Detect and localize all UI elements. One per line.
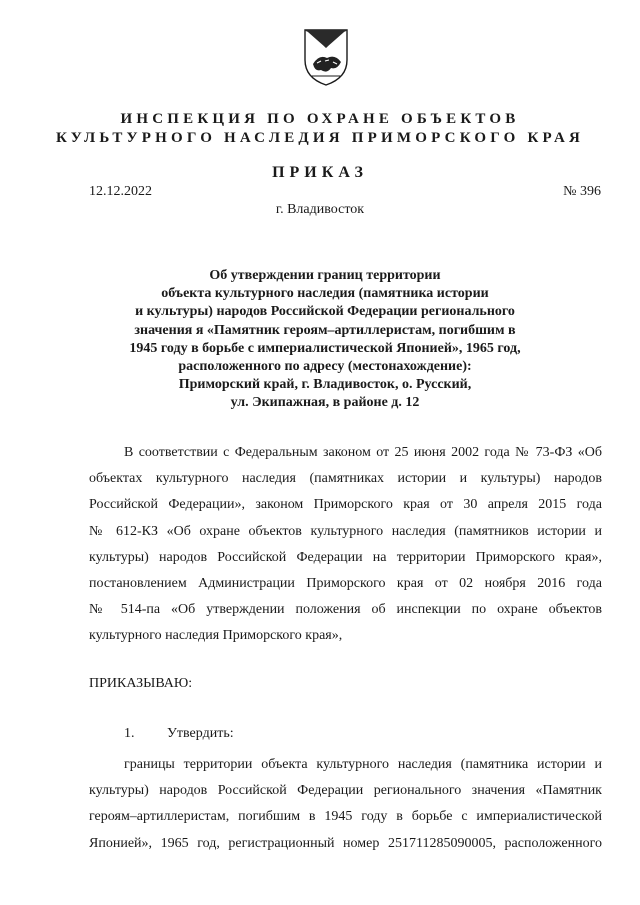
order-date: 12.12.2022 (89, 184, 152, 199)
item-label: Утвердить: (167, 726, 234, 741)
subject-line: и культуры) народов Российской Федерации регионального (135, 304, 515, 320)
paragraph-line: культуры) народов Российской Федерации на территории Приморского края», (89, 549, 602, 565)
subject-line: Об утверждении границ территории (209, 268, 441, 283)
paragraph-line: Японией», 1965 год, регистрационный номер 251711285090005, расположенного (89, 835, 602, 851)
subject-line: расположенного по адресу (местонахождение): (178, 359, 472, 375)
preamble-paragraph (89, 440, 602, 650)
paragraph-line: № 514-па «Об утверждении положения об инспекции по охране объектов (89, 602, 602, 618)
subject-line: объекта культурного наследия (памятника истории (161, 286, 489, 302)
paragraph-line: Российской Федерации», законом Приморского края от 30 апреля 2015 года (89, 497, 602, 513)
paragraph-line: постановлением Администрации Приморского края от 02 ноября 2016 года (89, 576, 602, 592)
paragraph-line: героям–артиллеристам, погибшим в 1945 году в борьбе с империалистической (89, 809, 602, 825)
item-1-paragraph (89, 752, 602, 857)
coat-of-arms-icon (301, 26, 351, 88)
paragraph-line: культуры) народов Российской Федерации регионального значения «Памятник (89, 783, 602, 799)
paragraph-line: объектах культурного наследия (памятниках истории и культуры) народов (89, 471, 602, 487)
order-city: г. Владивосток (275, 202, 365, 217)
item-number: 1. (124, 726, 135, 741)
subject-line: 1945 году в борьбе с империалистической Японией», 1965 год, (129, 340, 521, 356)
organization-name-line-1: ИНСПЕКЦИЯ ПО ОХРАНЕ ОБЪЕКТОВ (120, 111, 520, 127)
subject-line: значения я «Памятник героям–артиллеристам, погибшим в (134, 322, 516, 338)
subject-line: Приморский край, г. Владивосток, о. Русский, (178, 377, 472, 393)
order-subject (80, 267, 570, 413)
orders-word: ПРИКАЗЫВАЮ: (89, 676, 193, 691)
paragraph-line: границы территории объекта культурного наследия (памятника истории и (124, 757, 602, 772)
paragraph-line: № 612-КЗ «Об охране объектов культурного наследия (памятников истории и (89, 523, 602, 539)
subject-line: ул. Экипажная, в районе д. 12 (230, 395, 420, 411)
order-number: № 396 (563, 184, 601, 199)
paragraph-line: культурного наследия Приморского края», (89, 628, 343, 644)
organization-name-line-2: КУЛЬТУРНОГО НАСЛЕДИЯ ПРИМОРСКОГО КРАЯ (55, 130, 585, 146)
paragraph-line: В соответствии с Федеральным законом от 25 июня 2002 года № 73-ФЗ «Об (124, 445, 602, 460)
document-type-title: ПРИКАЗ (272, 164, 368, 181)
